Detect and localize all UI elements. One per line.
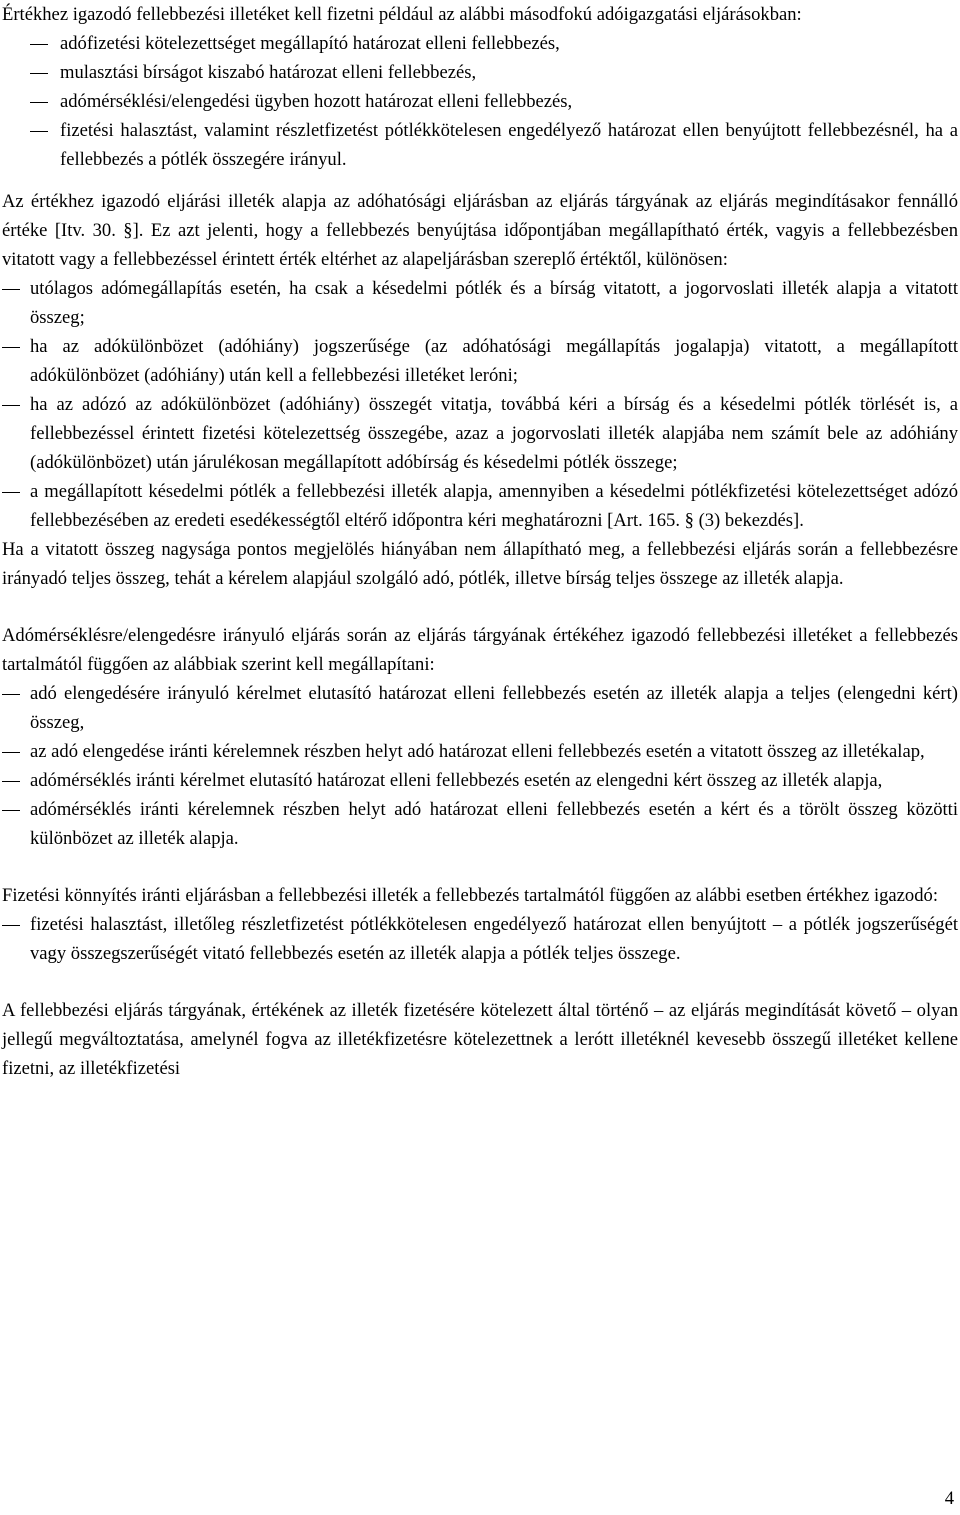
page-number: 4 (944, 1488, 954, 1509)
spacer (2, 853, 958, 881)
paragraph: Adómérséklésre/elengedésre irányuló eljárás során az eljárás tárgyának értékéhez igazodó fellebbezési illetéket a fellebbezés tartalmától függően az alábbiak szerint kell megállapítani: (2, 625, 958, 675)
section-payment-facilitation (2, 881, 958, 968)
section-subject-change (2, 996, 958, 1083)
paragraph: Az értékhez igazodó eljárási illeték alapja az adóhatósági eljárásban az eljárás tárgyának az eljárás megindításakor fennálló értéke [Itv. 30. §]. Ez azt jelenti, hogy a fellebbezés benyújtása időpontjában megállapítható érték, vagyis a fellebbezésben vitatott vagy a fellebbezéssel érintett érték eltérhet az alapeljárásban szereplő értéktől, különösen: (2, 191, 958, 270)
list-item: ha az adókülönbözet (adóhiány) jogszerűsége (az adóhatósági megállapítás jogalapja) vitatott, a megállapított adókülönbözet (adóhiány) után kell a fellebbezési illetéket leróni; (2, 332, 958, 390)
list-item: fizetési halasztást, valamint részletfizetést pótlékkötelesen engedélyező határozat ellen benyújtott fellebbezésnél, ha a fellebbezés a pótlék összegére irányul. (2, 116, 958, 174)
section-fee-basis (2, 187, 958, 593)
list-item: az adó elengedése iránti kérelemnek részben helyt adó határozat elleni fellebbezés esetén a vitatott összeg az illetékalap, (2, 737, 958, 766)
list-item: adómérséklés iránti kérelmet elutasító határozat elleni fellebbezés esetén az elengedni kért összeg az illeték alapja, (2, 766, 958, 795)
dash-list (2, 29, 958, 174)
dash-list (2, 274, 958, 535)
dash-list (2, 679, 958, 853)
list-item: adómérséklés iránti kérelemnek részben helyt adó határozat elleni fellebbezés esetén a kért és a törölt összeg közötti különbözet az illeték alapja. (2, 795, 958, 853)
list-item: adó elengedésére irányuló kérelmet elutasító határozat elleni fellebbezés esetén az illeték alapja a teljes (elengedni kért) összeg, (2, 679, 958, 737)
list-item: utólagos adómegállapítás esetén, ha csak a késedelmi pótlék és a bírság vitatott, a jogorvoslati illeték alapja a vitatott összeg; (2, 274, 958, 332)
dash-list (2, 910, 958, 968)
list-item: adómérséklési/elengedési ügyben hozott határozat elleni fellebbezés, (2, 87, 958, 116)
list-item: mulasztási bírságot kiszabó határozat elleni fellebbezés, (2, 58, 958, 87)
paragraph: Értékhez igazodó fellebbezési illetéket kell fizetni például az alábbi másodfokú adóigazgatási eljárásokban: (2, 4, 802, 25)
list-item: ha az adózó az adókülönbözet (adóhiány) összegét vitatja, továbbá kéri a bírság és a késedelmi pótlék törlését is, a fellebbezéssel érintett fizetési kötelezettség összegébe, azaz a jogorvoslati illeték alapjába nem számít bele az adóhiány (adókülönbözet) után járulékosan megállapított adóbírság és késedelmi pótlék összege; (2, 390, 958, 477)
list-item: a megállapított késedelmi pótlék a fellebbezési illeték alapja, amennyiben a késedelmi pótlékfizetési kötelezettséget adózó fellebbezésében az eredeti esedékességtől eltérő időpontra kéri meghatározni [Art. 165. § (3) bekezdés]. (2, 477, 958, 535)
section-appeal-fee-cases (2, 0, 958, 174)
paragraph: A fellebbezési eljárás tárgyának, értékének az illeték fizetésére kötelezett által történő – az eljárás megindítását követő – olyan jellegű megváltoztatása, amelynél fogva az illetékfizetésre kötelezettnek a lerótt illetéknél kevesebb összegű illetéket kellene fizetni, az illetékfizetési (2, 1000, 958, 1079)
spacer (2, 174, 958, 187)
spacer (2, 968, 958, 996)
list-item: adófizetési kötelezettséget megállapító határozat elleni fellebbezés, (2, 29, 958, 58)
list-item: fizetési halasztást, illetőleg részletfizetést pótlékkötelesen engedélyező határozat ellen benyújtott – a pótlék jogszerűségét vagy összegszerűségét vitató fellebbezés esetén az illeték alapja a pótlék teljes összege. (2, 910, 958, 968)
spacer (2, 593, 958, 621)
paragraph: Ha a vitatott összeg nagysága pontos megjelölés hiányában nem állapítható meg, a fellebbezési eljárás során a fellebbezésre irányadó teljes összeg, tehát a kérelem alapjául szolgáló adó, pótlék, illetve bírság teljes összege az illeték alapja. (2, 539, 958, 589)
section-tax-reduction (2, 621, 958, 853)
paragraph: Fizetési könnyítés iránti eljárásban a fellebbezési illeték a fellebbezés tartalmától függően az alábbi esetben értékhez igazodó: (2, 885, 938, 906)
